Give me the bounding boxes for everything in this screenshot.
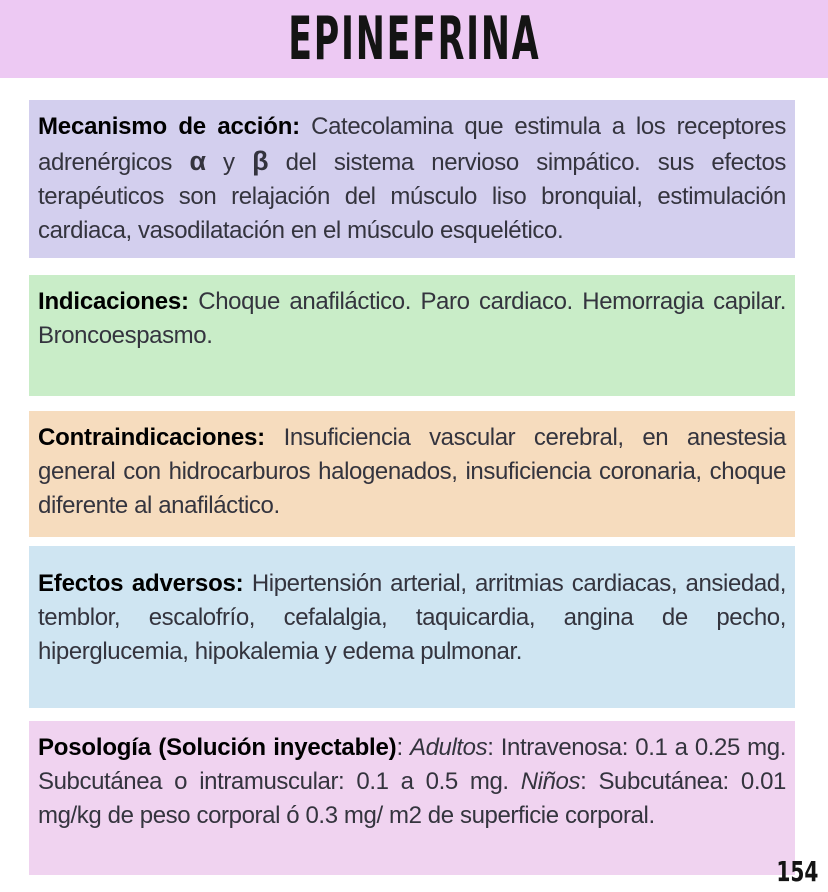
- section-body-efectos-adversos: Hipertensión arterial, arritmias cardiacas, ansiedad, temblor, escalofrío, cefalalgia, taquicardia, angina de pecho, hiperglucemia, hipokalemia y edema pulmonar.: [38, 570, 786, 665]
- section-posologia: [29, 721, 795, 875]
- section-body-mecanismo-post: del sistema nervioso simpático. sus efectos terapéuticos son relajación del músculo liso bronquial, estimulación cardiaca, vasodilatación en el músculo esquelético.: [38, 149, 787, 244]
- page-title: EPINEFRINA: [287, 4, 541, 74]
- section-heading-contraindicaciones: Contraindicaciones:: [38, 424, 265, 451]
- section-mecanismo-de-accion: [29, 100, 795, 258]
- posologia-adultos-label: Adultos: [409, 734, 488, 761]
- section-heading-posologia: Posología (Solución inyectable): [38, 734, 397, 761]
- title-banner: [0, 0, 828, 78]
- posologia-ninos-text: : Subcutánea: 0.01 mg/kg de peso corporal ó 0.3 mg/ m2 de superficie corporal.: [38, 768, 786, 829]
- section-body-mecanismo-pre: Catecolamina que estimula a los receptores adrenérgicos: [38, 113, 786, 176]
- section-body-contraindicaciones: Insuficiencia vascular cerebral, en anestesia general con hidrocarburos halogenados, insuficiencia coronaria, choque diferente al anafiláctico.: [38, 424, 786, 519]
- posologia-colon: :: [396, 734, 410, 761]
- section-heading-indicaciones: Indicaciones:: [38, 288, 189, 315]
- sections-container: [29, 100, 795, 875]
- section-heading-mecanismo: Mecanismo de acción:: [38, 113, 300, 140]
- section-indicaciones: [29, 275, 795, 396]
- section-contraindicaciones: [29, 411, 795, 537]
- section-efectos-adversos: [29, 546, 795, 708]
- section-heading-efectos-adversos: Efectos adversos:: [38, 570, 244, 597]
- page-number: 154: [775, 855, 818, 888]
- posologia-adultos-text: : Intravenosa: 0.1 a 0.25 mg. Subcutánea o intramuscular: 0.1 a 0.5 mg.: [38, 734, 786, 795]
- posologia-ninos-label: Niños: [520, 768, 581, 795]
- alpha-symbol: α: [189, 146, 206, 176]
- beta-symbol: β: [252, 146, 269, 176]
- section-body-mecanismo-mid: y: [205, 149, 253, 176]
- section-body-indicaciones: Choque anafiláctico. Paro cardiaco. Hemorragia capilar. Broncoespasmo.: [38, 288, 786, 349]
